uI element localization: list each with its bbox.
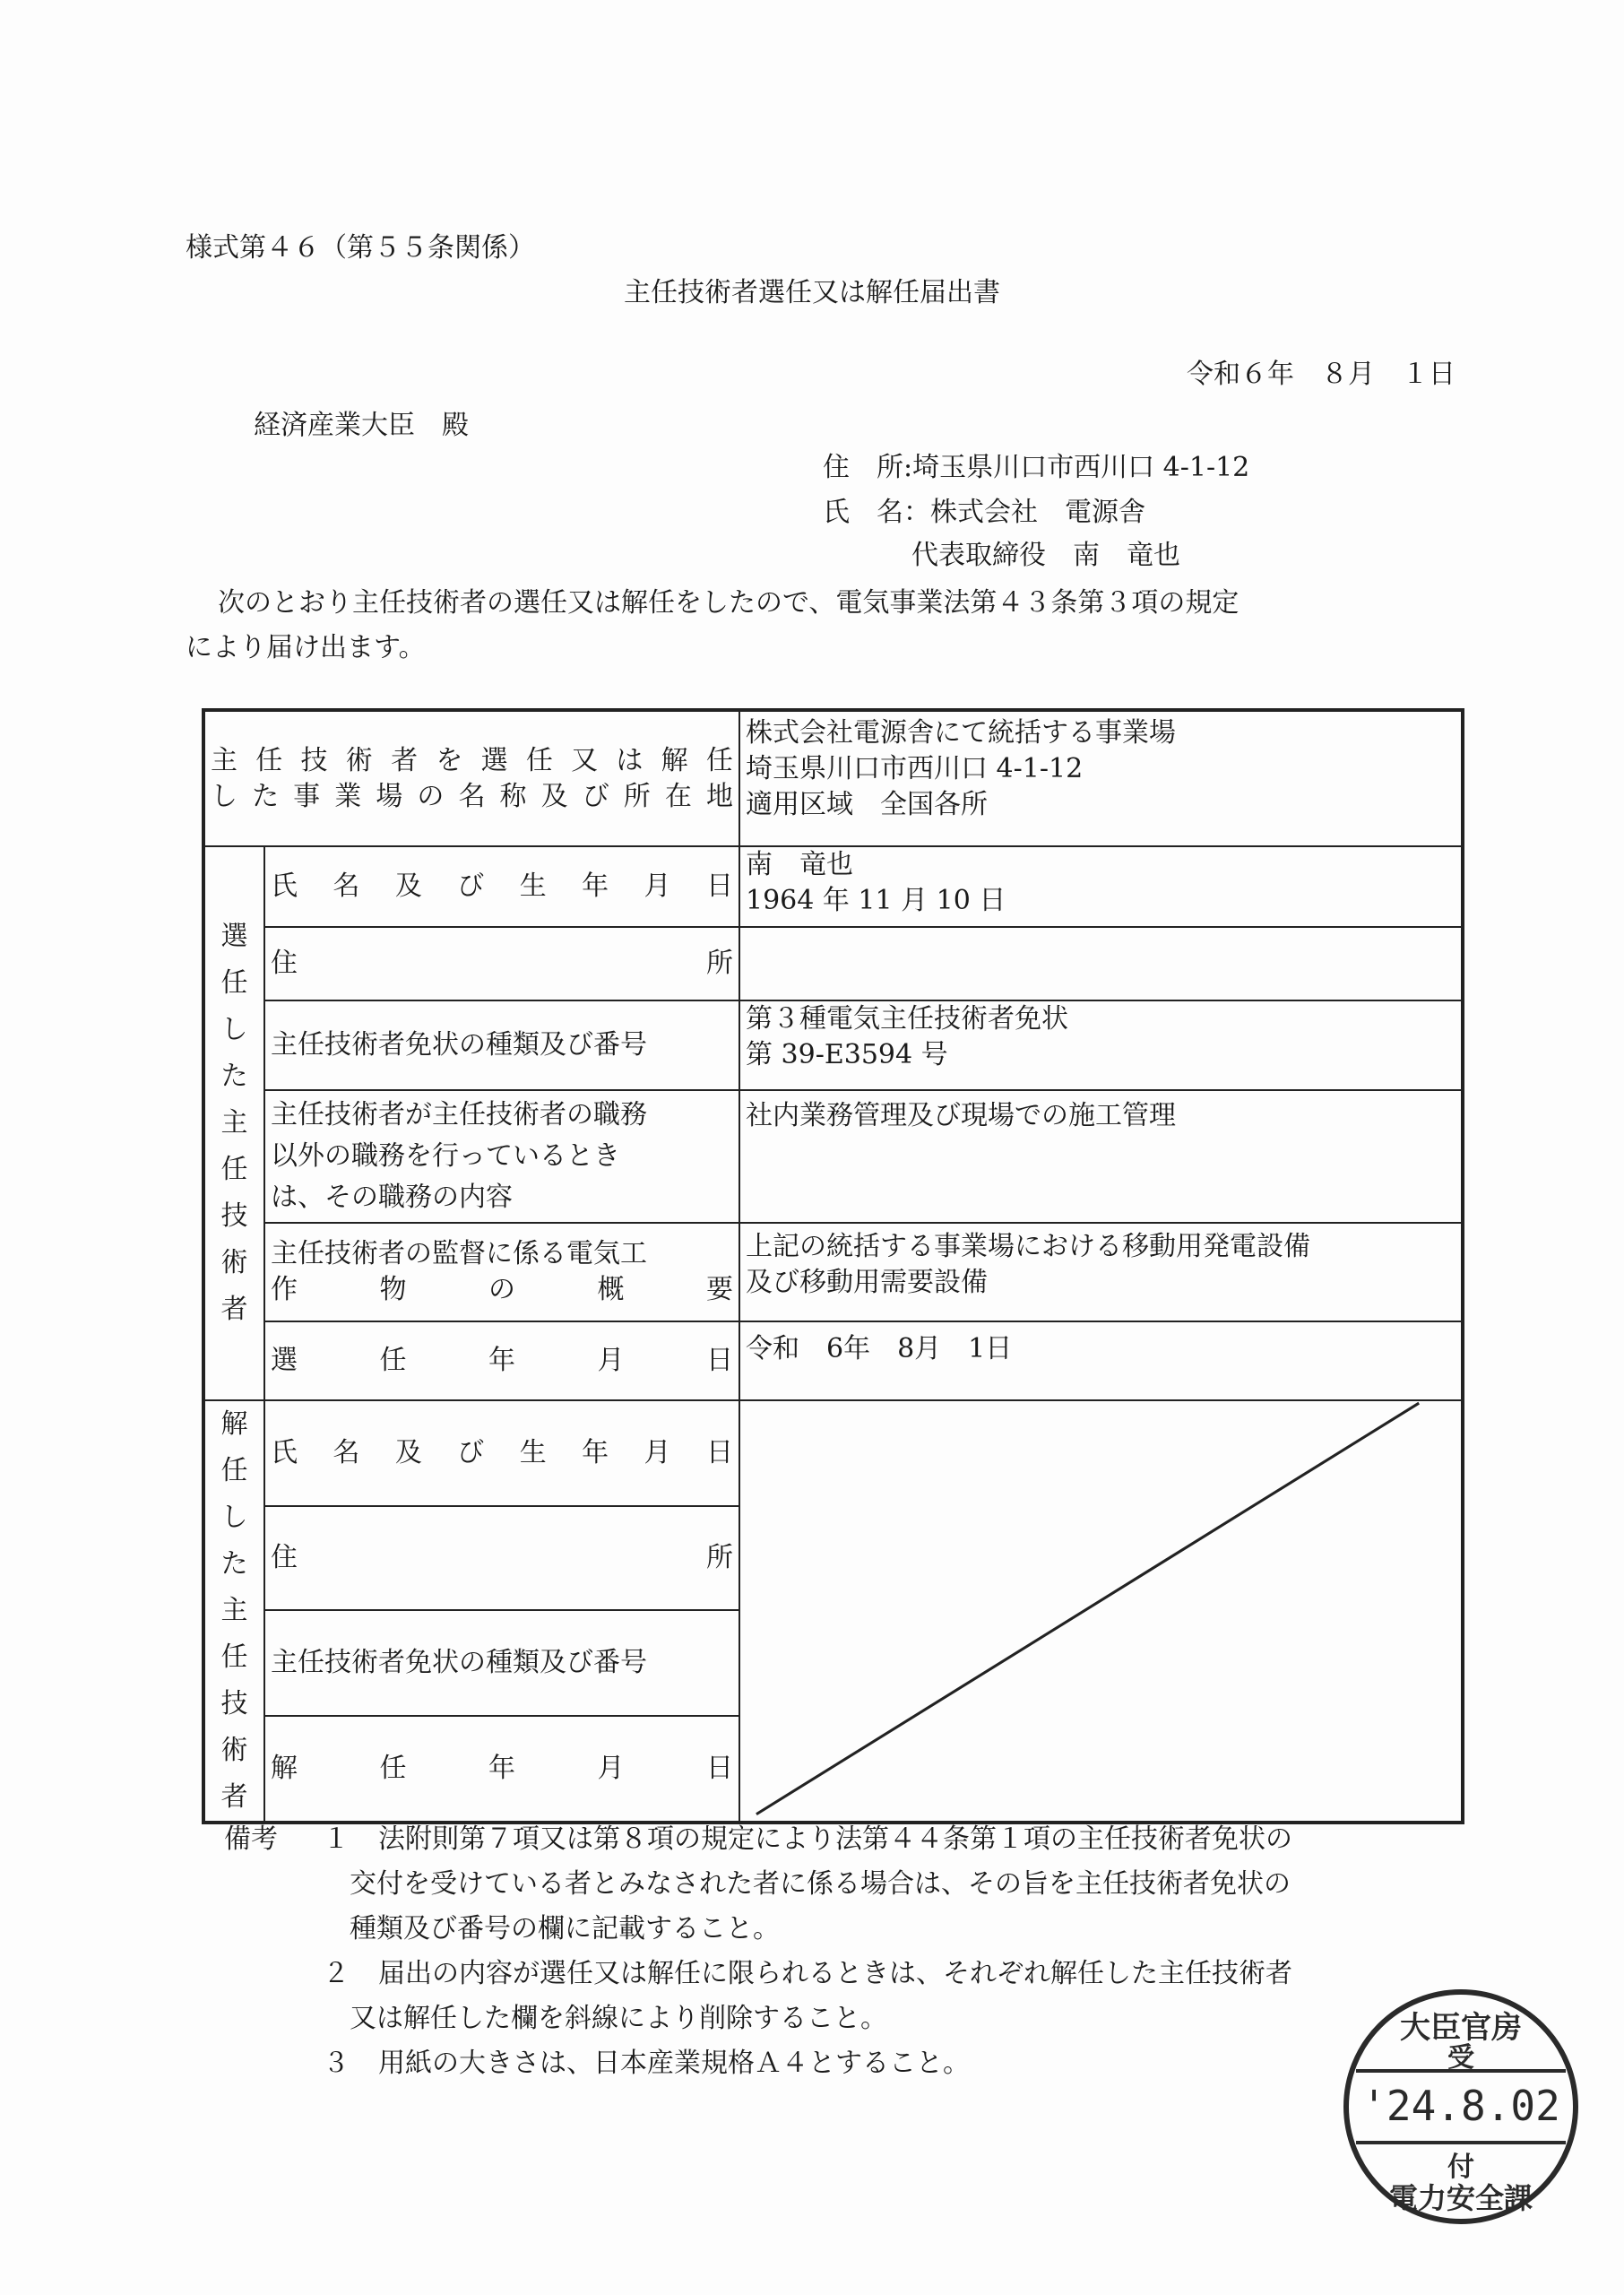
- supervision-value-line-2: 及び移動用需要設備: [746, 1267, 988, 1298]
- site-label-char: た: [252, 780, 280, 812]
- name-birth-label-char: 月: [644, 1437, 671, 1468]
- dismissed-group-char: し: [220, 1502, 248, 1533]
- name-birth-label-char: 年: [582, 1437, 609, 1468]
- appointee-license-value: [739, 1000, 1463, 1090]
- site-label-char: の: [417, 780, 445, 812]
- supervision-value: [739, 1223, 1463, 1321]
- remark-3-number: ３: [323, 2048, 350, 2079]
- site-label-char: 名: [458, 780, 486, 812]
- supervision-label: [264, 1223, 739, 1321]
- site-label-char: 事: [293, 780, 321, 812]
- appointee-license-type: 第３種電気主任技術者免状: [746, 1003, 1068, 1035]
- appointee-license-label: 主任技術者免状の種類及び番号: [264, 1000, 739, 1090]
- address-label-char: 住: [271, 948, 298, 979]
- appointee-address-value: [739, 927, 1463, 1000]
- appointee-name-birth-label: [264, 846, 739, 927]
- site-label-char: 任: [525, 744, 553, 776]
- site-value-cell: [739, 710, 1463, 846]
- name-birth-label-char: 及: [394, 1437, 422, 1468]
- appoint-date-label-char: 任: [379, 1345, 407, 1376]
- remark-1-number: １: [323, 1823, 350, 1855]
- dismissed-group-char: 術: [220, 1735, 248, 1766]
- site-label-char: 又: [571, 744, 599, 776]
- addressee: 経済産業大臣 殿: [254, 410, 469, 441]
- remark-2-number: ２: [323, 1958, 350, 1989]
- dismiss-date-label-char: 任: [379, 1752, 407, 1784]
- name-label: 氏 名：: [823, 497, 930, 528]
- appointee-license-number: 第 39-E3594 号: [746, 1039, 948, 1070]
- site-label-char: 技: [300, 744, 328, 776]
- appointed-group-char: 任: [220, 967, 248, 999]
- dismissed-group-char: 主: [220, 1595, 248, 1626]
- site-value-line-1: 株式会社電源舎にて統括する事業場: [746, 717, 1176, 749]
- appointed-group-char: 選: [220, 921, 248, 952]
- site-label-char: 主: [211, 744, 238, 776]
- supervision-value-line-1: 上記の統括する事業場における移動用発電設備: [746, 1231, 1310, 1262]
- dismissed-group-char: 者: [220, 1781, 248, 1813]
- other-duty-line-1: 主任技術者が主任技術者の職務: [271, 1099, 647, 1130]
- document-title: 主任技術者選任又は解任届出書: [624, 277, 1000, 308]
- appointee-address-label: [264, 927, 739, 1000]
- dismissed-group-char: 解: [220, 1408, 248, 1440]
- dismiss-date-label-char: 日: [706, 1752, 733, 1784]
- dismiss-date-label-char: 月: [597, 1752, 625, 1784]
- supervision-label-char: の: [488, 1274, 515, 1305]
- dismiss-date-label-char: 解: [271, 1752, 298, 1784]
- appointee-name-birth-value: [739, 846, 1463, 927]
- dismissed-name-birth-label: [264, 1400, 739, 1506]
- name-birth-label-char: 氏: [271, 870, 298, 902]
- site-label-char: 場: [376, 780, 403, 812]
- appointed-group-char: 任: [220, 1154, 248, 1185]
- dismissed-strike-through: [739, 1400, 1463, 1823]
- representative: 代表取締役 南 竜也: [911, 540, 1180, 571]
- site-label-char: び: [582, 780, 609, 812]
- stamp-bottom-text: 電力安全課: [1388, 2181, 1533, 2215]
- stamp-attached: 付: [1447, 2152, 1474, 2183]
- appointee-birthdate: 1964 年 11 月 10 日: [746, 885, 1006, 916]
- site-label-cell: [203, 710, 739, 846]
- site-label-char: 解: [661, 744, 688, 776]
- site-label-char: 選: [480, 744, 508, 776]
- appoint-date-label-char: 年: [488, 1345, 515, 1376]
- address-label: 住 所:: [823, 452, 913, 483]
- stamp-received: 受: [1447, 2042, 1474, 2074]
- body-line-1: 次のとおり主任技術者の選任又は解任をしたので、電気事業法第４３条第３項の規定: [218, 587, 1240, 619]
- site-label-char: 在: [664, 780, 692, 812]
- appoint-date-value: 令和 6年 8月 1日: [739, 1321, 1463, 1400]
- appointed-group-char: 者: [220, 1294, 248, 1325]
- body-line-2: により届け出ます。: [186, 632, 426, 663]
- dismissed-group-char: 任: [220, 1641, 248, 1673]
- site-label-char: 任: [255, 744, 283, 776]
- dismiss-date-label-char: 年: [488, 1752, 515, 1784]
- dismissed-group-char: 任: [220, 1455, 248, 1486]
- name-birth-label-char: 日: [705, 1437, 733, 1468]
- submission-date: 令和６年 ８月 １日: [1187, 359, 1456, 390]
- applicant-address: [823, 450, 1249, 486]
- other-duty-line-2: 以外の職務を行っているとき: [271, 1140, 620, 1172]
- appointee-name: 南 竜也: [746, 849, 853, 880]
- site-label-char: 業: [334, 780, 362, 812]
- other-duty-line-3: は、その職務の内容: [271, 1182, 513, 1213]
- name-birth-label-char: 生: [519, 870, 547, 902]
- dismissed-group-label: [203, 1400, 264, 1823]
- name-birth-label-char: び: [457, 870, 485, 902]
- stamp-date: '24.8.02: [1361, 2082, 1560, 2130]
- name-birth-label-char: 名: [333, 870, 360, 902]
- dismissed-address-label: [264, 1506, 739, 1610]
- site-label-char: 称: [499, 780, 527, 812]
- site-label-char: を: [436, 744, 463, 776]
- dismissed-group-char: 技: [220, 1688, 248, 1719]
- name-birth-label-char: 氏: [271, 1437, 298, 1468]
- address-label-char: 所: [706, 948, 733, 979]
- appointed-group-char: た: [220, 1061, 248, 1092]
- site-label-char: 任: [705, 744, 733, 776]
- site-value-line-2: 埼玉県川口市西川口 4-1-12: [746, 753, 1084, 784]
- appoint-date-label: [264, 1321, 739, 1400]
- supervision-label-char: 要: [706, 1274, 733, 1305]
- supervision-label-char: 作: [271, 1274, 298, 1305]
- supervision-label-line-2: [271, 1272, 733, 1308]
- appoint-date-label-char: 月: [597, 1345, 625, 1376]
- address-value: 埼玉県川口市西川口 4-1-12: [912, 452, 1250, 483]
- site-label-char: 術: [345, 744, 373, 776]
- name-birth-label-char: 日: [705, 870, 733, 902]
- name-birth-label-char: び: [457, 1437, 485, 1468]
- site-value-line-3: 適用区域 全国各所: [746, 789, 988, 820]
- applicant-name: [823, 495, 1145, 531]
- body-paragraph: [186, 581, 1455, 671]
- remark-1-line-2: 交付を受けている者とみなされた者に係る場合は、その旨を主任技術者免状の: [350, 1868, 1291, 1900]
- remark-3-line-1: 用紙の大きさは、日本産業規格Ａ４とすること。: [378, 2048, 970, 2079]
- supervision-label-char: 概: [597, 1274, 625, 1305]
- name-value: 株式会社 電源舎: [930, 497, 1145, 528]
- appointee-other-duty-label: [264, 1090, 739, 1223]
- notification-table: [202, 708, 1464, 1824]
- supervision-label-char: 物: [379, 1274, 407, 1305]
- form-reference: 様式第４６（第５５条関係）: [186, 232, 535, 264]
- appointed-group-char: 技: [220, 1200, 248, 1232]
- name-birth-label-char: 年: [582, 870, 609, 902]
- name-birth-label-char: 及: [394, 870, 422, 902]
- name-birth-label-char: 名: [333, 1437, 360, 1468]
- remark-2-line-1: 届出の内容が選任又は解任に限られるときは、それぞれ解任した主任技術者: [378, 1958, 1292, 1989]
- receipt-stamp: [1340, 1986, 1582, 2228]
- site-label-char: し: [211, 780, 238, 812]
- site-label-char: 地: [705, 780, 733, 812]
- diagonal-strike-line: [740, 1401, 1461, 1821]
- site-label-char: 所: [623, 780, 651, 812]
- appointed-group-char: 術: [220, 1247, 248, 1278]
- remarks-label: 備考: [224, 1823, 278, 1855]
- address-label-char: 所: [706, 1541, 733, 1573]
- appointed-group-char: し: [220, 1014, 248, 1045]
- appoint-date-label-char: 日: [706, 1345, 733, 1376]
- name-birth-label-char: 月: [644, 870, 671, 902]
- remark-2-line-2: 又は解任した欄を斜線により削除すること。: [350, 2003, 887, 2034]
- appointee-other-duty-value: 社内業務管理及び現場での施工管理: [739, 1090, 1463, 1223]
- remark-1-line-3: 種類及び番号の欄に記載すること。: [350, 1913, 780, 1944]
- site-label-line-2: [211, 779, 733, 815]
- appointed-group-char: 主: [220, 1107, 248, 1139]
- stamp-top-text: 大臣官房: [1400, 2010, 1522, 2046]
- dismissed-group-char: た: [220, 1548, 248, 1580]
- site-label-char: 者: [391, 744, 419, 776]
- dismissed-license-label: 主任技術者免状の種類及び番号: [264, 1610, 739, 1716]
- remark-1-line-1: 法附則第７項又は第８項の規定により法第４４条第１項の主任技術者免状の: [378, 1823, 1292, 1855]
- site-label-char: は: [616, 744, 644, 776]
- site-label-line-1: [211, 743, 733, 779]
- appoint-date-label-char: 選: [271, 1345, 298, 1376]
- appointed-group-label: [203, 846, 264, 1400]
- site-label-char: 及: [540, 780, 568, 812]
- name-birth-label-char: 生: [519, 1437, 547, 1468]
- dismiss-date-label: [264, 1716, 739, 1823]
- address-label-char: 住: [271, 1541, 298, 1573]
- supervision-label-line-1: 主任技術者の監督に係る電気工: [271, 1238, 647, 1269]
